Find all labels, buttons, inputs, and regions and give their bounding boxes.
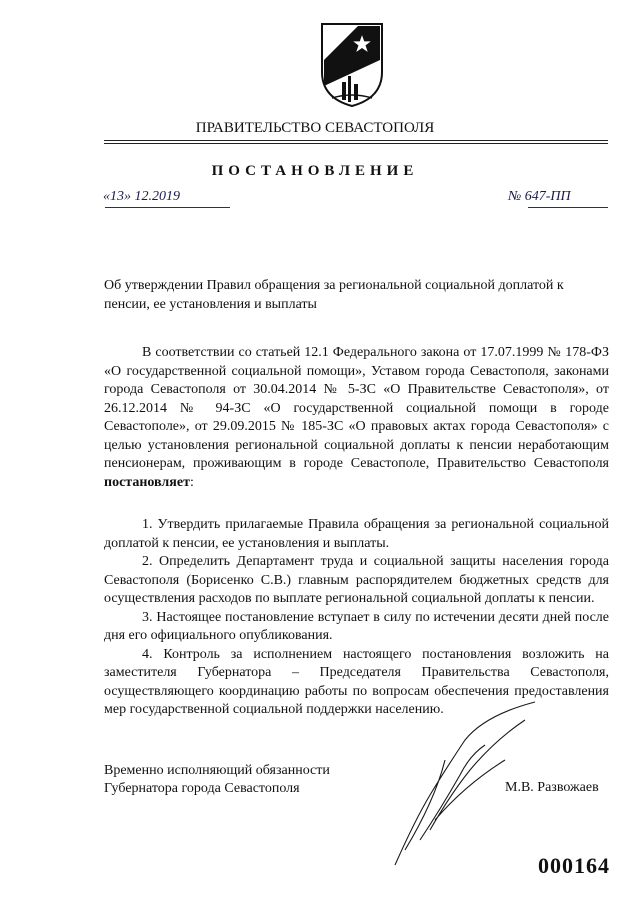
resolution-item: 2. Определить Департамент труда и социальной защиты населения города Севастополя (Борисенко С.В.) главным распорядителем бюджетных средств для осуществления расходов по выплате региональной социальной доплаты к пенсии. — [104, 554, 609, 606]
document-date: «13» 12.2019 — [103, 189, 180, 204]
signatory-title — [104, 762, 330, 798]
preamble-colon: : — [189, 474, 194, 490]
number-underline — [528, 207, 608, 208]
date-underline — [105, 207, 230, 208]
document-subject: Об утверждении Правил обращения за региональной социальной доплатой к пенсии, ее установления и выплаты — [104, 278, 564, 312]
signatory-name: М.В. Развожаев — [505, 780, 599, 795]
document-type-title: ПОСТАНОВЛЕНИЕ — [211, 163, 419, 179]
resolution-item: 4. Контроль за исполнением настоящего постановления возложить на заместителя Губернатора – Председателя Правительства Севастополя, осуществляющего координацию работы по вопросам обеспечения предоставления мер государственной социальной поддержки населению. — [104, 646, 609, 717]
signatory-title-line: Губернатора города Севастополя — [104, 781, 300, 796]
preamble — [104, 344, 609, 492]
document-number: № 647-ПП — [508, 189, 571, 204]
preamble-verb: постановляет — [104, 474, 190, 490]
signatory-title-line: Временно исполняющий обязанности — [104, 763, 330, 778]
header-rule — [104, 140, 608, 141]
resolution-item: 1. Утвердить прилагаемые Правила обращения за региональной социальной доплатой к пенсии, ее установления и выплаты. — [104, 517, 609, 551]
resolution-items — [104, 516, 609, 720]
header-rule — [104, 143, 608, 144]
resolution-item: 3. Настоящее постановление вступает в силу по истечении десяти дней после дня его официального опубликования. — [104, 609, 609, 643]
coat-of-arms-emblem — [318, 20, 386, 108]
government-title: ПРАВИТЕЛЬСТВО СЕВАСТОПОЛЯ — [195, 120, 435, 136]
preamble-text: В соответствии со статьей 12.1 Федерального закона от 17.07.1999 № 178-ФЗ «О государственной социальной помощи», Уставом города Севастополя, законами города Севастополя от 30.04.2014 № 5-ЗС «О Правительстве Севастополя», от 26.12.2014 № 94-ЗС «О государственной социальной помощи в городе Севастополе», от 29.09.2015 № 185-ЗС «О правовых актах города Севастополя» с целью установления региональной социальной доплаты к пенсии неработающим пенсионерам, проживающим в городе Севастополе, Правительство Севастополя — [104, 345, 609, 471]
serial-number: 000164 — [538, 853, 610, 878]
